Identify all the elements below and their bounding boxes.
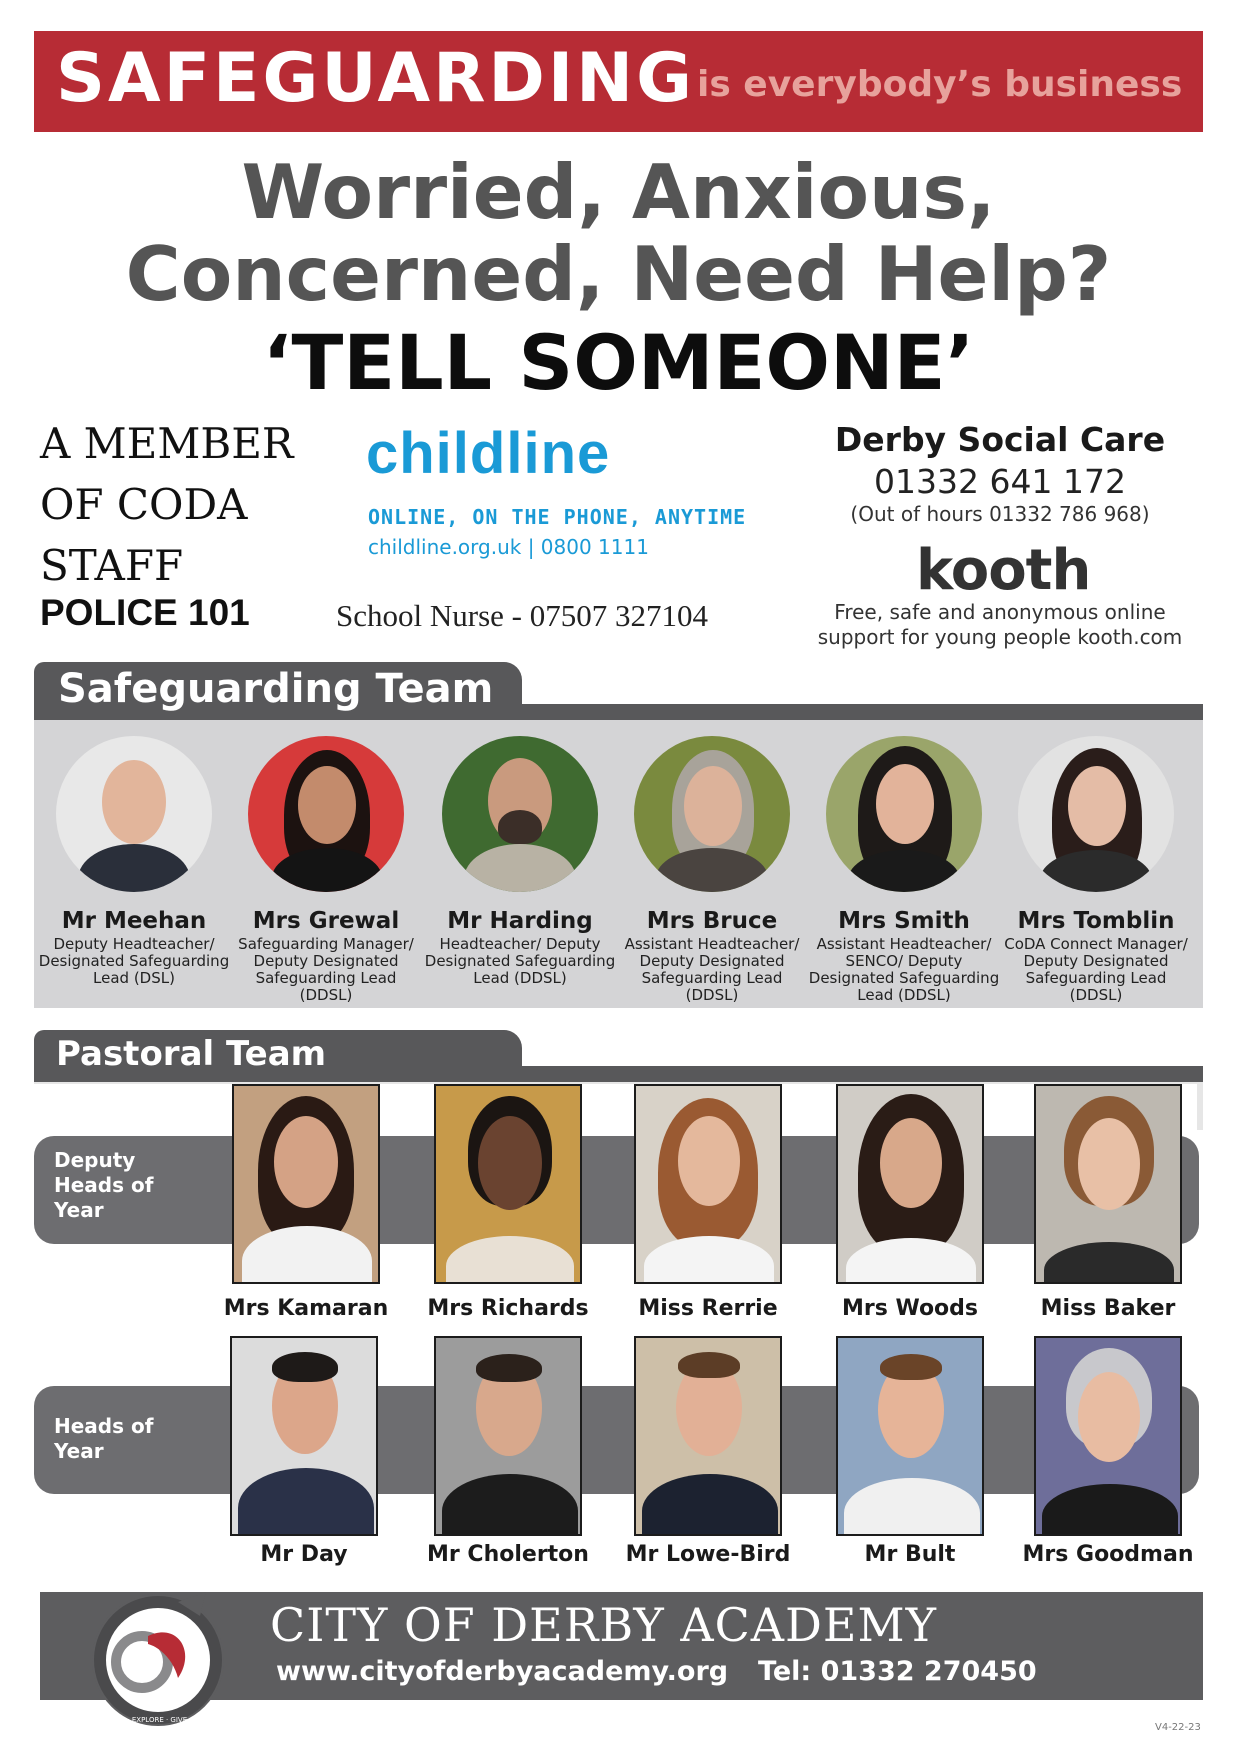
staff-photo bbox=[232, 1084, 380, 1284]
school-nurse-contact: School Nurse - 07507 327104 bbox=[336, 598, 708, 633]
deputy-head-card bbox=[427, 1084, 589, 1321]
member-name: Mr Meehan bbox=[61, 908, 207, 934]
version-code: V4-22-23 bbox=[1155, 1722, 1201, 1733]
head-of-year-card bbox=[427, 1336, 589, 1567]
staff-name: Mrs Goodman bbox=[1022, 1542, 1194, 1567]
social-care-phone: 01332 641 172 bbox=[874, 462, 1126, 501]
staff-photo bbox=[836, 1336, 984, 1536]
head-of-year-card bbox=[1022, 1336, 1194, 1567]
safeguarding-banner bbox=[34, 31, 1203, 132]
heads-band bbox=[34, 1386, 1199, 1494]
childline-tagline: ONLINE, ON THE PHONE, ANYTIME bbox=[368, 505, 747, 529]
headline-line-1: Worried, Anxious, bbox=[241, 148, 996, 236]
safeguarding-member bbox=[1000, 736, 1192, 1004]
staff-photo bbox=[1034, 1336, 1182, 1536]
deputy-head-card bbox=[223, 1084, 389, 1321]
safeguarding-member bbox=[230, 736, 422, 1004]
headline-line-2: Concerned, Need Help? bbox=[125, 230, 1112, 318]
staff-name: Miss Baker bbox=[1040, 1296, 1176, 1321]
safeguarding-member bbox=[616, 736, 808, 1004]
member-name: Mrs Smith bbox=[838, 908, 970, 934]
childline-logo: childline bbox=[366, 421, 611, 486]
safeguarding-member bbox=[808, 736, 1000, 1004]
member-role: Assistant Headteacher/ SENCO/ Deputy Designated Safeguarding Lead (DDSL) bbox=[808, 935, 1000, 1004]
staff-name: Mr Lowe-Bird bbox=[625, 1542, 791, 1567]
staff-photo bbox=[634, 1084, 782, 1284]
staff-name: Mrs Kamaran bbox=[223, 1296, 389, 1321]
member-role: CoDA Connect Manager/ Deputy Designated Safeguarding Lead (DDSL) bbox=[1004, 935, 1188, 1004]
pastoral-frame-edge bbox=[1197, 1082, 1203, 1130]
heads-label: Heads of Year bbox=[54, 1414, 154, 1463]
coda-staff-text bbox=[40, 418, 294, 601]
coda-line-1: A MEMBER bbox=[40, 419, 294, 468]
staff-name: Mr Cholerton bbox=[427, 1542, 589, 1567]
member-photo bbox=[442, 736, 598, 892]
school-telephone: Tel: 01332 270450 bbox=[758, 1656, 1037, 1687]
staff-name: Mrs Richards bbox=[427, 1296, 589, 1321]
academy-crest-icon bbox=[78, 1582, 238, 1728]
staff-photo bbox=[230, 1336, 378, 1536]
deputy-heads-label: Deputy Heads of Year bbox=[54, 1148, 154, 1222]
staff-photo bbox=[434, 1336, 582, 1536]
pastoral-team-heading: Pastoral Team bbox=[34, 1030, 522, 1082]
kooth-logo: kooth bbox=[916, 538, 1091, 603]
headline-tell-someone: ‘TELL SOMEONE’ bbox=[262, 318, 975, 407]
safeguarding-team-heading: Safeguarding Team bbox=[34, 662, 522, 720]
deputy-head-card bbox=[1034, 1084, 1182, 1321]
banner-title: SAFEGUARDING bbox=[56, 39, 695, 118]
deputy-heads-band bbox=[34, 1136, 1199, 1244]
deputy-head-card bbox=[634, 1084, 782, 1321]
head-of-year-card bbox=[625, 1336, 791, 1567]
coda-line-3: STAFF bbox=[40, 541, 184, 590]
member-photo bbox=[634, 736, 790, 892]
member-role: Safeguarding Manager/ Deputy Designated Safeguarding Lead (DDSL) bbox=[238, 935, 414, 1004]
member-role: Assistant Headteacher/ Deputy Designated Safeguarding Lead (DDSL) bbox=[624, 935, 800, 1004]
member-photo bbox=[56, 736, 212, 892]
member-name: Mrs Bruce bbox=[646, 908, 778, 934]
social-care-out-of-hours: (Out of hours 01332 786 968) bbox=[850, 502, 1150, 526]
head-of-year-card bbox=[836, 1336, 984, 1567]
staff-name: Miss Rerrie bbox=[638, 1296, 778, 1321]
member-photo bbox=[248, 736, 404, 892]
member-name: Mr Harding bbox=[447, 908, 593, 934]
staff-photo bbox=[634, 1336, 782, 1536]
banner-subtitle: is everybody’s business bbox=[697, 64, 1183, 105]
social-care-title: Derby Social Care bbox=[834, 420, 1166, 459]
staff-name: Mr Bult bbox=[864, 1542, 956, 1567]
staff-name: Mr Day bbox=[260, 1542, 348, 1567]
childline-contact[interactable]: childline.org.uk | 0800 1111 bbox=[368, 535, 649, 559]
safeguarding-member bbox=[424, 736, 616, 987]
kooth-description: Free, safe and anonymous online support for young people kooth.com bbox=[817, 600, 1183, 649]
school-website[interactable]: www.cityofderbyacademy.org bbox=[276, 1656, 729, 1687]
member-role: Headteacher/ Deputy Designated Safeguarding Lead (DDSL) bbox=[424, 935, 616, 987]
member-photo bbox=[826, 736, 982, 892]
safeguarding-member bbox=[38, 736, 230, 987]
member-role: Deputy Headteacher/ Designated Safeguarding Lead (DSL) bbox=[38, 935, 230, 987]
staff-photo bbox=[434, 1084, 582, 1284]
member-photo bbox=[1018, 736, 1174, 892]
staff-photo bbox=[836, 1084, 984, 1284]
school-name: CITY OF DERBY ACADEMY bbox=[270, 1598, 937, 1652]
deputy-head-card bbox=[836, 1084, 984, 1321]
head-of-year-card bbox=[230, 1336, 378, 1567]
coda-line-2: OF CODA bbox=[40, 480, 248, 529]
pastoral-frame-line bbox=[34, 1082, 1203, 1084]
crest-motto: QUESTION · EXPLORE · GIVE · SUCCEED bbox=[88, 1716, 228, 1724]
staff-photo bbox=[1034, 1084, 1182, 1284]
member-name: Mrs Grewal bbox=[252, 908, 400, 934]
police-number: POLICE 101 bbox=[40, 592, 250, 633]
member-name: Mrs Tomblin bbox=[1017, 908, 1175, 934]
staff-name: Mrs Woods bbox=[841, 1296, 979, 1321]
